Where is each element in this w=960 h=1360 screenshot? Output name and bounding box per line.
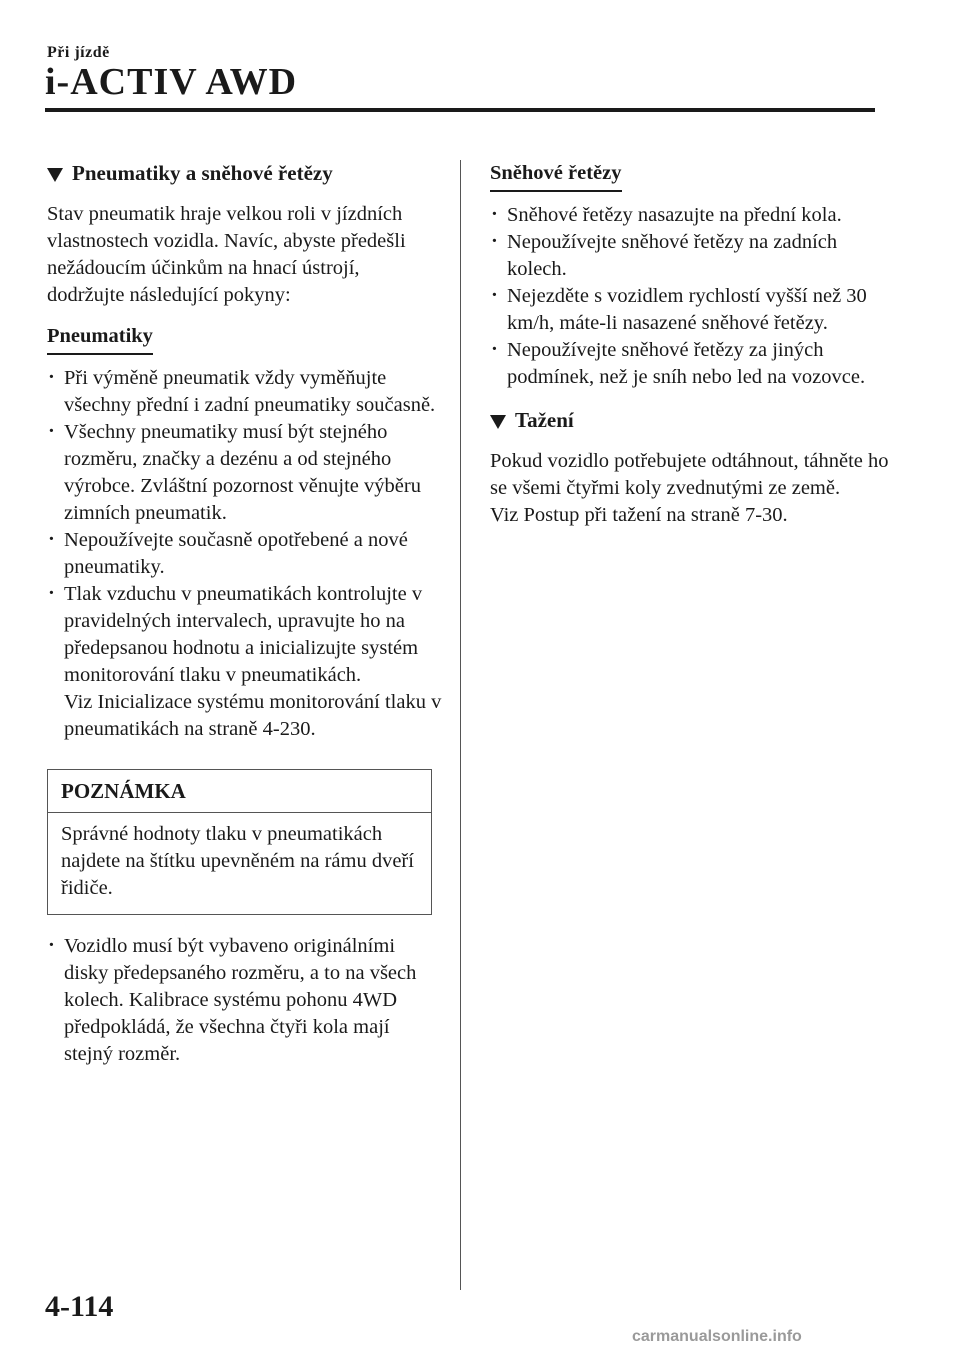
- list-item: · Nepoužívejte sněhové řetězy za jiných podmínek, než je sníh nebo led na vozovce.: [490, 337, 890, 391]
- watermark: carmanualsonline.info: [632, 1328, 802, 1345]
- towing-reference: Viz Postup při tažení na straně 7-30.: [490, 504, 788, 526]
- header-rule: [45, 108, 875, 112]
- cross-reference: Viz Inicializace systému monitorování tlaku v pneumatikách na straně 4-230.: [64, 691, 442, 740]
- towing-heading: [490, 407, 890, 434]
- chains-list: [490, 202, 890, 391]
- list-item: · Sněhové řetězy nasazujte na přední kola.: [490, 202, 890, 229]
- page-number: 4-114: [45, 1290, 114, 1323]
- chains-subheading: Sněhové řetězy: [490, 160, 622, 192]
- list-item: · Vozidlo musí být vybaveno originálními disky předepsaného rozměru, a to na všech kolech. Kalibrace systému pohonu 4WD předpokládá, že všechna čtyři kola mají stejný rozměr.: [47, 933, 442, 1068]
- down-triangle-icon: [47, 168, 63, 182]
- intro-paragraph: Stav pneumatik hraje velkou roli v jízdních vlastnostech vozidla. Navíc, abyste předešli nežádoucím účinkům na hnací ústrojí, dodržujte následující pokyny:: [47, 203, 406, 306]
- rims-list: [47, 933, 442, 1068]
- down-triangle-icon: [490, 415, 506, 429]
- list-item-text: Tlak vzduchu v pneumatikách kontrolujte v pravidelných intervalech, upravujte ho na předepsanou hodnotu a inicializujte systém monitorování tlaku v pneumatikách.: [64, 583, 423, 686]
- tires-chains-heading: [47, 160, 442, 187]
- list-item: · Při výměně pneumatik vždy vyměňujte všechny přední i zadní pneumatiky současně.: [47, 365, 442, 419]
- column-divider: [460, 160, 461, 1290]
- note-title: POZNÁMKA: [48, 770, 431, 813]
- tires-subheading: Pneumatiky: [47, 323, 153, 355]
- list-item: · Nepoužívejte současně opotřebené a nové pneumatiky.: [47, 527, 442, 581]
- tires-list: [47, 365, 442, 743]
- list-item: · Nejezděte s vozidlem rychlostí vyšší než 30 km/h, máte-li nasazené sněhové řetězy.: [490, 283, 890, 337]
- chapter-title: i-ACTIV AWD: [45, 61, 298, 103]
- list-item: · Všechny pneumatiky musí být stejného rozměru, značky a dezénu a od stejného výrobce. Zvláštní pozornost věnujte výběru zimních pneumatik.: [47, 419, 442, 527]
- note-text: Správné hodnoty tlaku v pneumatikách najdete na štítku upevněném na rámu dveří řidiče.: [61, 823, 414, 899]
- right-column: [490, 160, 890, 543]
- towing-heading-text: Tažení: [515, 408, 574, 432]
- note-box: [47, 769, 432, 915]
- list-item: · Nepoužívejte sněhové řetězy na zadních kolech.: [490, 229, 890, 283]
- towing-paragraph: Pokud vozidlo potřebujete odtáhnout, táhněte ho se všemi čtyřmi koly zvednutými ze země.: [490, 450, 889, 499]
- left-column: [47, 160, 442, 1068]
- section-label: Při jízdě: [47, 44, 110, 61]
- list-item: [47, 581, 442, 743]
- tires-chains-heading-text: Pneumatiky a sněhové řetězy: [72, 161, 333, 185]
